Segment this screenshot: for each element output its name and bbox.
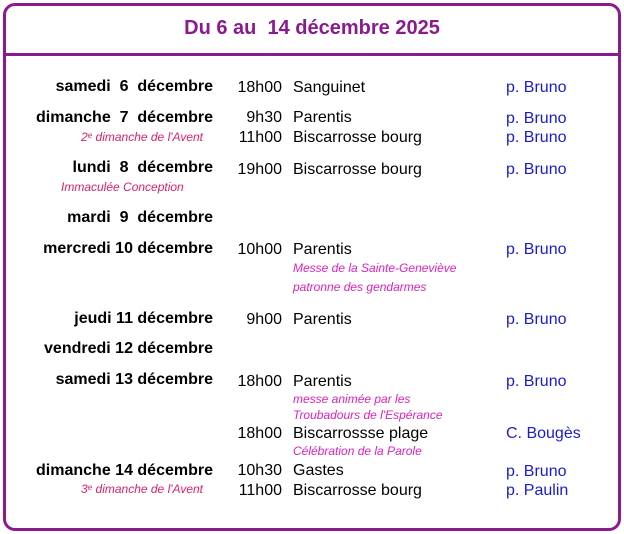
day-label: mardi 9 décembre: [67, 209, 213, 226]
mass-time: 18h00: [237, 79, 282, 96]
schedule-frame: [3, 3, 621, 531]
mass-note: Célébration de la Parole: [293, 444, 422, 458]
mass-time: 18h00: [237, 373, 282, 390]
mass-time: 11h00: [238, 129, 282, 146]
mass-place: Biscarrosse bourg: [293, 129, 422, 146]
mass-place: Biscarrosse bourg: [293, 482, 422, 499]
mass-place: Biscarrosse bourg: [293, 161, 422, 178]
celebrant: p. Bruno: [506, 110, 567, 127]
liturgical-note: 3e dimanche de l'Avent: [81, 482, 203, 496]
liturgical-note: Immaculée Conception: [61, 180, 184, 194]
mass-note: messe animée par les: [293, 392, 411, 406]
day-label: jeudi 11 décembre: [74, 310, 213, 327]
celebrant: p. Bruno: [506, 241, 567, 258]
mass-time: 9h00: [246, 311, 282, 328]
celebrant: p. Bruno: [506, 311, 567, 328]
day-label: dimanche 7 décembre: [36, 109, 213, 126]
mass-time: 18h00: [237, 425, 282, 442]
day-label: samedi 13 décembre: [55, 371, 213, 388]
mass-place: Biscarrossse plage: [293, 425, 429, 442]
day-label: vendredi 12 décembre: [44, 340, 213, 357]
mass-note: Messe de la Sainte-Geneviève: [293, 261, 457, 275]
celebrant: p. Bruno: [506, 129, 567, 146]
mass-place: Sanguinet: [293, 79, 366, 96]
mass-time: 10h00: [237, 241, 282, 258]
mass-time: 10h30: [237, 462, 282, 479]
day-label: samedi 6 décembre: [55, 78, 213, 95]
mass-place: Gastes: [293, 462, 344, 479]
celebrant: p. Paulin: [506, 482, 569, 499]
celebrant: C. Bougès: [506, 425, 581, 442]
mass-place: Parentis: [293, 311, 352, 328]
day-label: lundi 8 décembre: [72, 159, 213, 176]
mass-time: 11h00: [238, 482, 282, 499]
day-label: dimanche 14 décembre: [36, 462, 213, 479]
celebrant: p. Bruno: [506, 463, 567, 480]
mass-place: Parentis: [293, 109, 352, 126]
mass-place: Parentis: [293, 241, 352, 258]
mass-note: patronne des gendarmes: [293, 280, 427, 294]
celebrant: p. Bruno: [506, 79, 567, 96]
header-band: [6, 6, 618, 56]
liturgical-note: 2e dimanche de l'Avent: [81, 130, 203, 144]
celebrant: p. Bruno: [506, 373, 567, 390]
mass-note: Troubadours de l'Espérance: [293, 408, 443, 422]
mass-place: Parentis: [293, 373, 352, 390]
mass-time: 9h30: [246, 109, 282, 126]
day-label: mercredi 10 décembre: [43, 240, 213, 257]
page-title: Du 6 au 14 décembre 2025: [184, 17, 440, 39]
mass-time: 19h00: [237, 161, 282, 178]
celebrant: p. Bruno: [506, 161, 567, 178]
